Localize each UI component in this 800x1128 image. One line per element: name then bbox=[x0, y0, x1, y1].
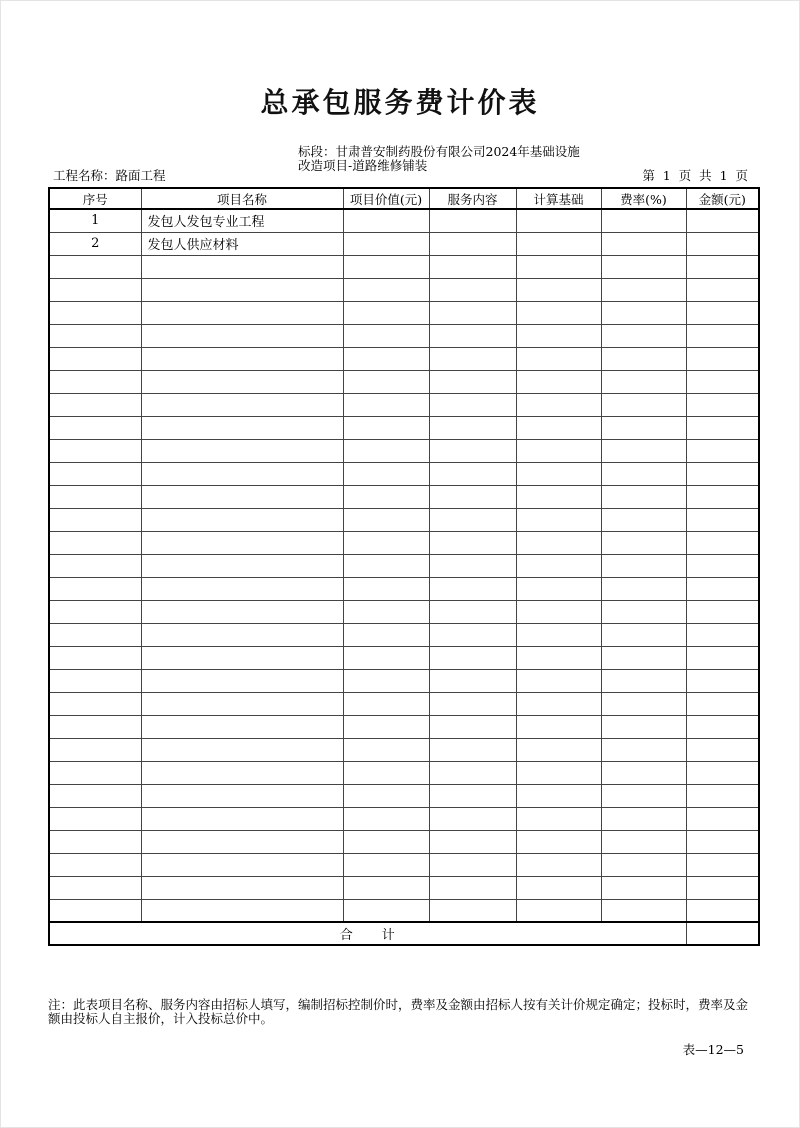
cell-amount bbox=[686, 761, 759, 784]
cell-basis bbox=[516, 209, 601, 232]
cell-value bbox=[343, 669, 429, 692]
cell-rate bbox=[601, 761, 686, 784]
table-row bbox=[49, 761, 759, 784]
cell-rate bbox=[601, 508, 686, 531]
cell-service bbox=[429, 876, 516, 899]
cell-value bbox=[343, 232, 429, 255]
cell-amount bbox=[686, 807, 759, 830]
cell-basis bbox=[516, 531, 601, 554]
cell-basis bbox=[516, 876, 601, 899]
cell-amount bbox=[686, 209, 759, 232]
table-row bbox=[49, 370, 759, 393]
table-row bbox=[49, 324, 759, 347]
cell-seq bbox=[49, 416, 141, 439]
cell-basis bbox=[516, 761, 601, 784]
cell-seq bbox=[49, 347, 141, 370]
section-label bbox=[298, 145, 628, 172]
cell-seq bbox=[49, 462, 141, 485]
cell-value bbox=[343, 876, 429, 899]
table-row bbox=[49, 623, 759, 646]
document-title: 总承包服务费计价表 bbox=[260, 86, 540, 119]
cell-service bbox=[429, 485, 516, 508]
cell-service bbox=[429, 439, 516, 462]
column-header: 服务内容 bbox=[429, 188, 516, 209]
cell-value bbox=[343, 761, 429, 784]
cell-service bbox=[429, 830, 516, 853]
cell-rate bbox=[601, 485, 686, 508]
cell-value bbox=[343, 439, 429, 462]
cell-name: 发包人发包专业工程 bbox=[141, 209, 343, 232]
cell-service bbox=[429, 715, 516, 738]
project-name-label: 工程名称：路面工程 bbox=[53, 167, 166, 183]
cell-seq bbox=[49, 692, 141, 715]
section-label-line2: 改造项目-道路维修铺装 bbox=[298, 157, 428, 173]
cell-service bbox=[429, 623, 516, 646]
cell-basis bbox=[516, 416, 601, 439]
column-header: 费率(%) bbox=[601, 188, 686, 209]
page-number-label: 第 1 页 共 1 页 bbox=[642, 167, 748, 183]
cell-rate bbox=[601, 462, 686, 485]
cell-basis bbox=[516, 715, 601, 738]
cell-seq bbox=[49, 646, 141, 669]
cell-service bbox=[429, 324, 516, 347]
cell-name bbox=[141, 784, 343, 807]
cell-amount bbox=[686, 278, 759, 301]
table-row bbox=[49, 439, 759, 462]
cell-basis bbox=[516, 324, 601, 347]
table-row bbox=[49, 715, 759, 738]
cell-rate bbox=[601, 600, 686, 623]
cell-service bbox=[429, 554, 516, 577]
cell-name bbox=[141, 830, 343, 853]
cell-service bbox=[429, 232, 516, 255]
cell-service bbox=[429, 577, 516, 600]
cell-rate bbox=[601, 692, 686, 715]
cell-amount bbox=[686, 784, 759, 807]
table-row bbox=[49, 784, 759, 807]
cell-name: 发包人供应材料 bbox=[141, 232, 343, 255]
cell-seq bbox=[49, 393, 141, 416]
cell-amount bbox=[686, 830, 759, 853]
cell-value bbox=[343, 554, 429, 577]
cell-basis bbox=[516, 370, 601, 393]
cell-name bbox=[141, 669, 343, 692]
table-row bbox=[49, 209, 759, 232]
cell-rate bbox=[601, 347, 686, 370]
cell-seq bbox=[49, 531, 141, 554]
cell-seq bbox=[49, 830, 141, 853]
cell-basis bbox=[516, 577, 601, 600]
cell-basis bbox=[516, 669, 601, 692]
cell-name bbox=[141, 531, 343, 554]
cell-name bbox=[141, 600, 343, 623]
cell-seq bbox=[49, 577, 141, 600]
cell-name bbox=[141, 692, 343, 715]
column-header: 金额(元) bbox=[686, 188, 759, 209]
cell-seq bbox=[49, 301, 141, 324]
cell-name bbox=[141, 370, 343, 393]
cell-seq bbox=[49, 485, 141, 508]
cell-amount bbox=[686, 439, 759, 462]
cell-rate bbox=[601, 830, 686, 853]
cell-basis bbox=[516, 255, 601, 278]
cell-rate bbox=[601, 531, 686, 554]
column-header: 项目名称 bbox=[141, 188, 343, 209]
cell-value bbox=[343, 646, 429, 669]
cell-service bbox=[429, 508, 516, 531]
cell-rate bbox=[601, 209, 686, 232]
cell-name bbox=[141, 853, 343, 876]
table-row bbox=[49, 600, 759, 623]
cell-amount bbox=[686, 393, 759, 416]
cell-rate bbox=[601, 738, 686, 761]
cell-rate bbox=[601, 876, 686, 899]
cell-value bbox=[343, 577, 429, 600]
cell-seq: 1 bbox=[49, 209, 141, 232]
cell-amount bbox=[686, 600, 759, 623]
cell-amount bbox=[686, 738, 759, 761]
section-label-line1: 标段：甘肃普安制药股份有限公司2024年基础设施 bbox=[298, 144, 580, 159]
table-row bbox=[49, 669, 759, 692]
cell-value bbox=[343, 738, 429, 761]
cell-name bbox=[141, 393, 343, 416]
cell-basis bbox=[516, 830, 601, 853]
cell-seq bbox=[49, 370, 141, 393]
cell-rate bbox=[601, 439, 686, 462]
cell-name bbox=[141, 416, 343, 439]
cell-basis bbox=[516, 278, 601, 301]
cell-rate bbox=[601, 899, 686, 922]
table-row bbox=[49, 807, 759, 830]
cell-amount bbox=[686, 853, 759, 876]
cell-amount bbox=[686, 255, 759, 278]
table-row bbox=[49, 899, 759, 922]
cell-name bbox=[141, 876, 343, 899]
cell-value bbox=[343, 784, 429, 807]
cell-rate bbox=[601, 393, 686, 416]
cell-name bbox=[141, 761, 343, 784]
cell-amount bbox=[686, 623, 759, 646]
cell-service bbox=[429, 669, 516, 692]
table-row bbox=[49, 278, 759, 301]
cell-rate bbox=[601, 554, 686, 577]
cell-basis bbox=[516, 462, 601, 485]
cell-basis bbox=[516, 485, 601, 508]
cell-seq bbox=[49, 715, 141, 738]
cell-value bbox=[343, 899, 429, 922]
cell-basis bbox=[516, 347, 601, 370]
cell-service bbox=[429, 531, 516, 554]
cell-value bbox=[343, 393, 429, 416]
cell-seq: 2 bbox=[49, 232, 141, 255]
cell-basis bbox=[516, 232, 601, 255]
column-header: 计算基础 bbox=[516, 188, 601, 209]
cell-name bbox=[141, 715, 343, 738]
cell-rate bbox=[601, 577, 686, 600]
cell-value bbox=[343, 623, 429, 646]
cell-rate bbox=[601, 669, 686, 692]
table-row bbox=[49, 692, 759, 715]
table-row bbox=[49, 301, 759, 324]
cell-value bbox=[343, 462, 429, 485]
cell-basis bbox=[516, 692, 601, 715]
cell-service bbox=[429, 416, 516, 439]
cell-basis bbox=[516, 784, 601, 807]
cell-service bbox=[429, 853, 516, 876]
cell-rate bbox=[601, 370, 686, 393]
cell-amount bbox=[686, 531, 759, 554]
form-code-label: 表—12—5 bbox=[682, 1042, 744, 1057]
cell-service bbox=[429, 393, 516, 416]
cell-service bbox=[429, 278, 516, 301]
cell-amount bbox=[686, 462, 759, 485]
cell-rate bbox=[601, 807, 686, 830]
cell-value bbox=[343, 255, 429, 278]
cell-name bbox=[141, 278, 343, 301]
cell-seq bbox=[49, 554, 141, 577]
cell-seq bbox=[49, 761, 141, 784]
total-row bbox=[49, 922, 759, 945]
cell-value bbox=[343, 508, 429, 531]
table-row bbox=[49, 255, 759, 278]
cell-value bbox=[343, 278, 429, 301]
note-text: 注：此表项目名称、服务内容由招标人填写，编制招标控制价时，费率及金额由招标人按有关计价规定确定；投标时，费率及金额由投标人自主报价，计入投标总价中。 bbox=[48, 997, 749, 1026]
cell-name bbox=[141, 646, 343, 669]
cell-value bbox=[343, 531, 429, 554]
cell-name bbox=[141, 324, 343, 347]
cell-rate bbox=[601, 784, 686, 807]
cell-basis bbox=[516, 554, 601, 577]
cell-basis bbox=[516, 899, 601, 922]
cell-amount bbox=[686, 416, 759, 439]
header-info bbox=[48, 145, 760, 185]
cell-value bbox=[343, 485, 429, 508]
cell-service bbox=[429, 899, 516, 922]
table-row bbox=[49, 393, 759, 416]
cell-amount bbox=[686, 232, 759, 255]
column-header: 序号 bbox=[49, 188, 141, 209]
cell-seq bbox=[49, 899, 141, 922]
cell-basis bbox=[516, 853, 601, 876]
table-header-row bbox=[49, 188, 759, 209]
cell-basis bbox=[516, 646, 601, 669]
cell-seq bbox=[49, 876, 141, 899]
cell-amount bbox=[686, 347, 759, 370]
column-header: 项目价值(元) bbox=[343, 188, 429, 209]
table-row bbox=[49, 232, 759, 255]
cell-name bbox=[141, 485, 343, 508]
cell-value bbox=[343, 692, 429, 715]
table-row bbox=[49, 462, 759, 485]
service-fee-table bbox=[48, 187, 760, 946]
cell-service bbox=[429, 692, 516, 715]
cell-amount bbox=[686, 324, 759, 347]
cell-rate bbox=[601, 416, 686, 439]
cell-seq bbox=[49, 669, 141, 692]
cell-amount bbox=[686, 370, 759, 393]
cell-amount bbox=[686, 669, 759, 692]
table-row bbox=[49, 830, 759, 853]
cell-name bbox=[141, 899, 343, 922]
cell-basis bbox=[516, 623, 601, 646]
cell-value bbox=[343, 807, 429, 830]
total-amount-cell bbox=[686, 922, 759, 945]
cell-seq bbox=[49, 623, 141, 646]
cell-value bbox=[343, 301, 429, 324]
cell-service bbox=[429, 784, 516, 807]
cell-service bbox=[429, 761, 516, 784]
cell-name bbox=[141, 508, 343, 531]
cell-seq bbox=[49, 807, 141, 830]
table-row bbox=[49, 646, 759, 669]
cell-basis bbox=[516, 738, 601, 761]
cell-service bbox=[429, 255, 516, 278]
table-row bbox=[49, 531, 759, 554]
cell-value bbox=[343, 347, 429, 370]
table-header bbox=[49, 188, 759, 209]
cell-basis bbox=[516, 393, 601, 416]
cell-name bbox=[141, 807, 343, 830]
table-row bbox=[49, 416, 759, 439]
cell-amount bbox=[686, 485, 759, 508]
table-row bbox=[49, 508, 759, 531]
cell-rate bbox=[601, 715, 686, 738]
cell-amount bbox=[686, 646, 759, 669]
cell-service bbox=[429, 738, 516, 761]
cell-service bbox=[429, 646, 516, 669]
cell-amount bbox=[686, 301, 759, 324]
table-row bbox=[49, 347, 759, 370]
cell-service bbox=[429, 301, 516, 324]
cell-amount bbox=[686, 876, 759, 899]
cell-rate bbox=[601, 232, 686, 255]
cell-seq bbox=[49, 738, 141, 761]
cell-seq bbox=[49, 600, 141, 623]
cell-service bbox=[429, 807, 516, 830]
cell-service bbox=[429, 462, 516, 485]
cell-rate bbox=[601, 853, 686, 876]
cell-value bbox=[343, 324, 429, 347]
cell-seq bbox=[49, 853, 141, 876]
cell-service bbox=[429, 347, 516, 370]
cell-value bbox=[343, 600, 429, 623]
table-row bbox=[49, 853, 759, 876]
cell-rate bbox=[601, 278, 686, 301]
total-label: 合 计 bbox=[49, 922, 686, 945]
cell-name bbox=[141, 623, 343, 646]
cell-seq bbox=[49, 278, 141, 301]
cell-amount bbox=[686, 554, 759, 577]
cell-value bbox=[343, 370, 429, 393]
cell-amount bbox=[686, 577, 759, 600]
cell-rate bbox=[601, 301, 686, 324]
cell-value bbox=[343, 715, 429, 738]
cell-name bbox=[141, 439, 343, 462]
cell-seq bbox=[49, 255, 141, 278]
cell-value bbox=[343, 853, 429, 876]
table-row bbox=[49, 577, 759, 600]
cell-name bbox=[141, 577, 343, 600]
cell-service bbox=[429, 209, 516, 232]
cell-service bbox=[429, 370, 516, 393]
table-row bbox=[49, 485, 759, 508]
table-row bbox=[49, 738, 759, 761]
cell-rate bbox=[601, 646, 686, 669]
cell-seq bbox=[49, 784, 141, 807]
cell-rate bbox=[601, 255, 686, 278]
cell-rate bbox=[601, 324, 686, 347]
cell-basis bbox=[516, 807, 601, 830]
cell-name bbox=[141, 255, 343, 278]
cell-amount bbox=[686, 508, 759, 531]
cell-service bbox=[429, 600, 516, 623]
table-body bbox=[49, 209, 759, 945]
cell-name bbox=[141, 462, 343, 485]
table-row bbox=[49, 554, 759, 577]
cell-rate bbox=[601, 623, 686, 646]
cell-seq bbox=[49, 324, 141, 347]
cell-amount bbox=[686, 692, 759, 715]
cell-name bbox=[141, 301, 343, 324]
cell-value bbox=[343, 416, 429, 439]
cell-value bbox=[343, 209, 429, 232]
table-row bbox=[49, 876, 759, 899]
cell-name bbox=[141, 347, 343, 370]
cell-amount bbox=[686, 715, 759, 738]
cell-value bbox=[343, 830, 429, 853]
cell-amount bbox=[686, 899, 759, 922]
cell-name bbox=[141, 738, 343, 761]
cell-basis bbox=[516, 600, 601, 623]
cell-basis bbox=[516, 439, 601, 462]
cell-basis bbox=[516, 508, 601, 531]
cell-name bbox=[141, 554, 343, 577]
cell-seq bbox=[49, 439, 141, 462]
cell-seq bbox=[49, 508, 141, 531]
cell-basis bbox=[516, 301, 601, 324]
